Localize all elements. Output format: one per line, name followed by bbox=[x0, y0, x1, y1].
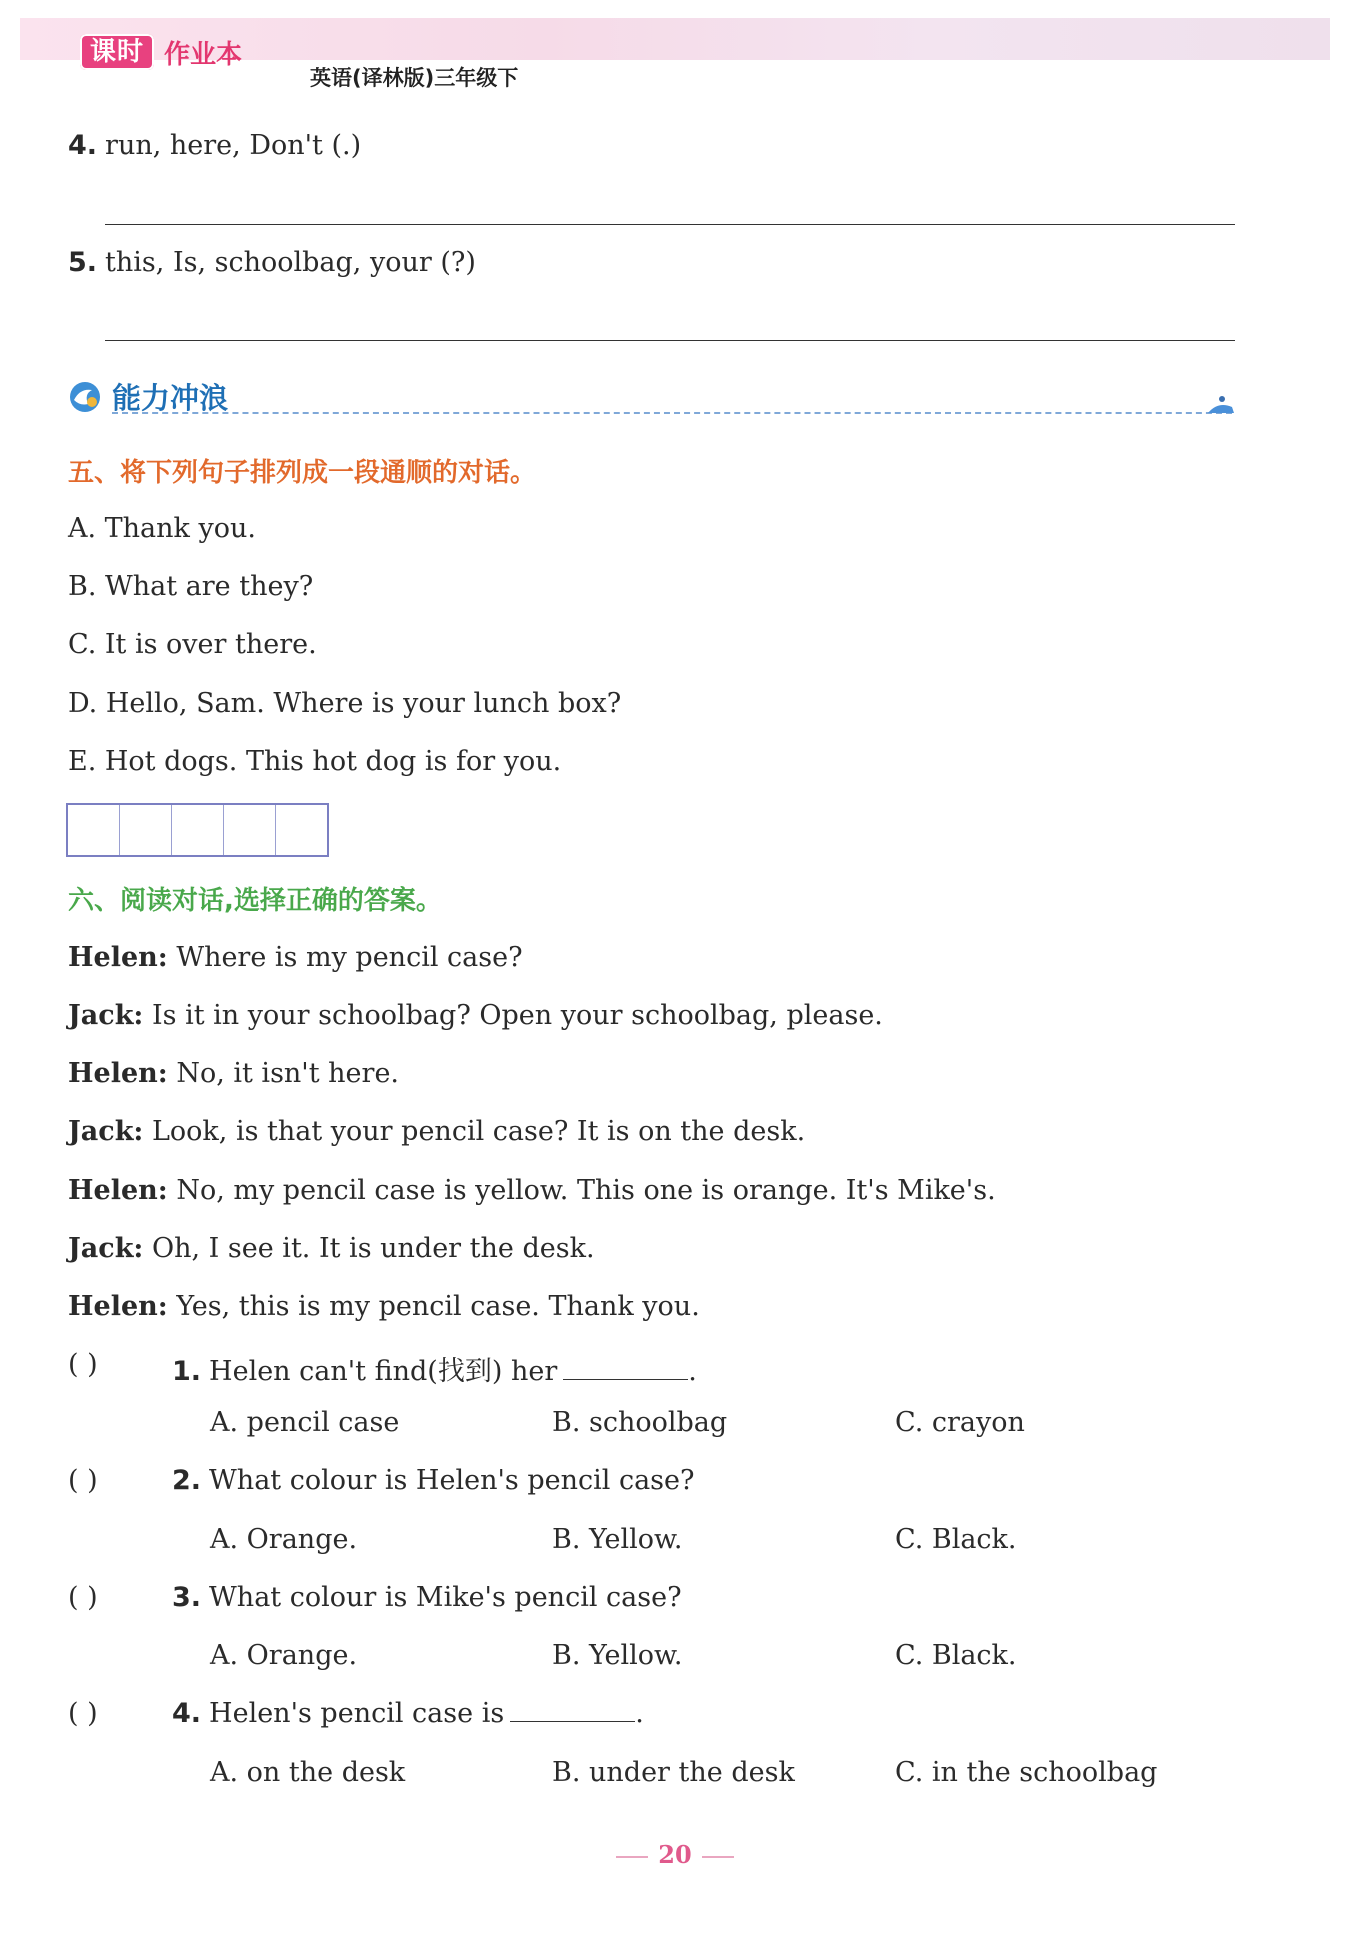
section-header bbox=[68, 376, 228, 417]
answer-paren[interactable]: ( ) bbox=[68, 1465, 98, 1496]
wave-logo-icon bbox=[68, 380, 102, 414]
option-a[interactable]: A. Orange. bbox=[210, 1524, 358, 1555]
order-box[interactable] bbox=[172, 805, 224, 855]
item-number: 4. bbox=[68, 130, 98, 161]
book-subtitle: 英语(译林版)三年级下 bbox=[310, 66, 519, 90]
page-number: 20 bbox=[658, 1840, 692, 1869]
option-b[interactable]: B. schoolbag bbox=[552, 1407, 728, 1438]
answer-paren[interactable]: ( ) bbox=[68, 1349, 98, 1380]
dialogue-line: Helen: No, my pencil case is yellow. This one is orange. It's Mike's. bbox=[68, 1175, 996, 1206]
fill-blank[interactable] bbox=[510, 1699, 635, 1722]
dialogue-option-c: C. It is over there. bbox=[68, 629, 317, 660]
part6-title: 六、阅读对话,选择正确的答案。 bbox=[68, 886, 442, 916]
option-c[interactable]: C. Black. bbox=[895, 1640, 1017, 1671]
order-box[interactable] bbox=[224, 805, 276, 855]
dialogue-line: Helen: Where is my pencil case? bbox=[68, 942, 523, 973]
dialogue-line: Jack: Look, is that your pencil case? It is on the desk. bbox=[68, 1116, 806, 1147]
part5-title: 五、将下列句子排列成一段通顺的对话。 bbox=[68, 458, 537, 488]
dialogue-option-d: D. Hello, Sam. Where is your lunch box? bbox=[68, 688, 622, 719]
fill-blank[interactable] bbox=[563, 1357, 688, 1380]
dialogue-line: Helen: Yes, this is my pencil case. Thank you. bbox=[68, 1291, 700, 1322]
order-box[interactable] bbox=[68, 805, 120, 855]
page-footer bbox=[0, 1840, 1350, 1869]
dialogue-option-b: B. What are they? bbox=[68, 571, 314, 602]
section-divider bbox=[112, 412, 1232, 414]
question-1: 1. Helen can't find(找到) her . bbox=[172, 1356, 697, 1387]
order-box[interactable] bbox=[120, 805, 172, 855]
logo-mark: 课时 bbox=[80, 34, 154, 70]
item-number: 5. bbox=[68, 247, 98, 278]
dialogue-option-e: E. Hot dogs. This hot dog is for you. bbox=[68, 746, 562, 777]
question-4: 4. Helen's pencil case is . bbox=[172, 1698, 644, 1729]
item-text: run, here, Don't (.) bbox=[105, 130, 362, 161]
option-b[interactable]: B. Yellow. bbox=[552, 1524, 683, 1555]
dialogue-line: Jack: Oh, I see it. It is under the desk. bbox=[68, 1233, 595, 1264]
answer-line-4[interactable] bbox=[105, 224, 1235, 225]
item-text: this, Is, schoolbag, your (?) bbox=[105, 247, 476, 278]
reorder-item-5 bbox=[68, 247, 476, 278]
dialogue-option-a: A. Thank you. bbox=[68, 513, 256, 544]
option-c[interactable]: C. Black. bbox=[895, 1524, 1017, 1555]
surfer-icon bbox=[1206, 393, 1236, 417]
dialogue-line: Helen: No, it isn't here. bbox=[68, 1058, 400, 1089]
publisher-logo bbox=[80, 34, 242, 70]
dialogue-line: Jack: Is it in your schoolbag? Open your schoolbag, please. bbox=[68, 1000, 883, 1031]
answer-paren[interactable]: ( ) bbox=[68, 1582, 98, 1613]
reorder-item-4 bbox=[68, 130, 361, 161]
logo-text: 作业本 bbox=[164, 39, 243, 70]
option-b[interactable]: B. Yellow. bbox=[552, 1640, 683, 1671]
option-a[interactable]: A. pencil case bbox=[210, 1407, 400, 1438]
order-answer-boxes bbox=[66, 803, 329, 857]
option-c[interactable]: C. crayon bbox=[895, 1407, 1025, 1438]
option-c[interactable]: C. in the schoolbag bbox=[895, 1757, 1158, 1788]
option-b[interactable]: B. under the desk bbox=[552, 1757, 795, 1788]
footer-dash bbox=[616, 1856, 648, 1858]
question-2: 2. What colour is Helen's pencil case? bbox=[172, 1465, 695, 1496]
section-label: 能力冲浪 bbox=[112, 381, 229, 415]
option-a[interactable]: A. Orange. bbox=[210, 1640, 358, 1671]
footer-dash bbox=[702, 1856, 734, 1858]
question-3: 3. What colour is Mike's pencil case? bbox=[172, 1582, 682, 1613]
order-box[interactable] bbox=[276, 805, 327, 855]
option-a[interactable]: A. on the desk bbox=[210, 1757, 406, 1788]
answer-paren[interactable]: ( ) bbox=[68, 1698, 98, 1729]
answer-line-5[interactable] bbox=[105, 340, 1235, 341]
